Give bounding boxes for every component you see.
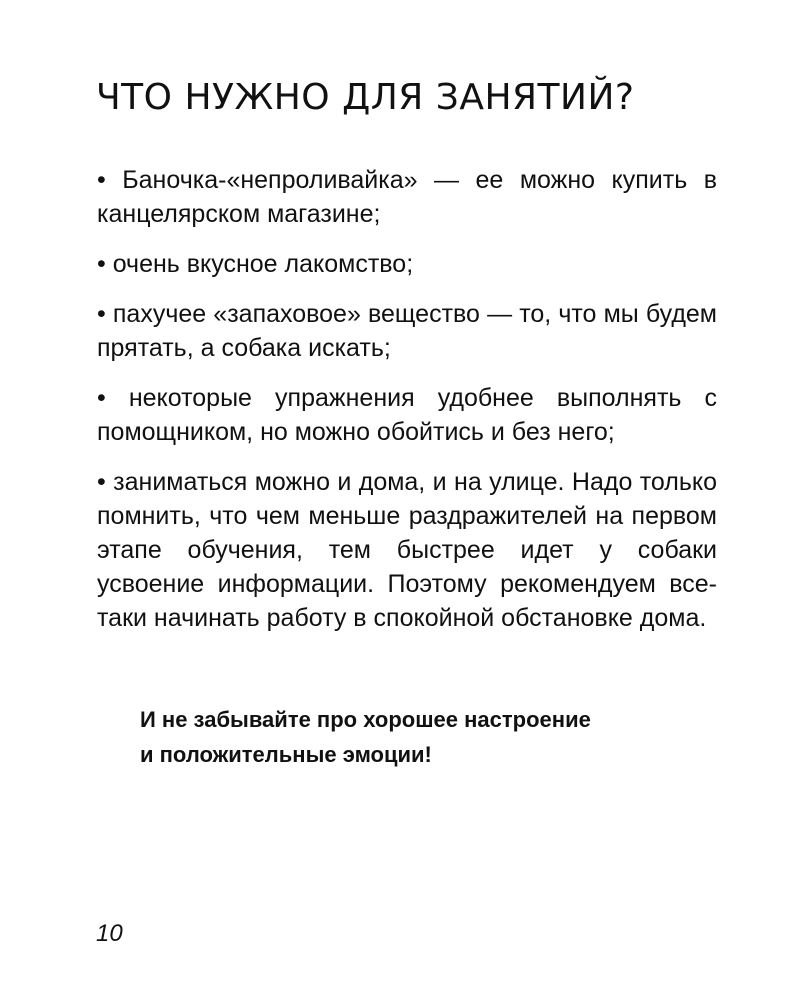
page-number: 10 <box>96 920 123 947</box>
closing-note <box>140 702 700 772</box>
list-item: • очень вкусное лакомство; <box>97 250 414 278</box>
list-item: • пахучее «запаховое» вещество — то, что мы будем прятать, а собака искать; <box>97 300 717 362</box>
closing-note-line-1: И не забывайте про хорошее настроение <box>140 707 591 732</box>
page-title: ЧТО НУЖНО ДЛЯ ЗАНЯТИЙ? <box>96 77 635 118</box>
list-item: • некоторые упражнения удобнее выполнять с помощником, но можно обойтись и без него; <box>97 384 717 446</box>
requirements-list <box>97 163 717 651</box>
list-item: • заниматься можно и дома, и на улице. Надо только помнить, что чем меньше раздражителей на первом этапе обучения, тем быстрее идет у собаки усвоение информации. Поэтому рекомендуем все-таки начинать работу в спокойной обстановке дома. <box>97 468 717 632</box>
closing-note-line-2: и положительные эмоции! <box>140 742 432 767</box>
list-item: • Баночка-«непроливайка» — ее можно купить в канцелярском магазине; <box>97 166 717 228</box>
